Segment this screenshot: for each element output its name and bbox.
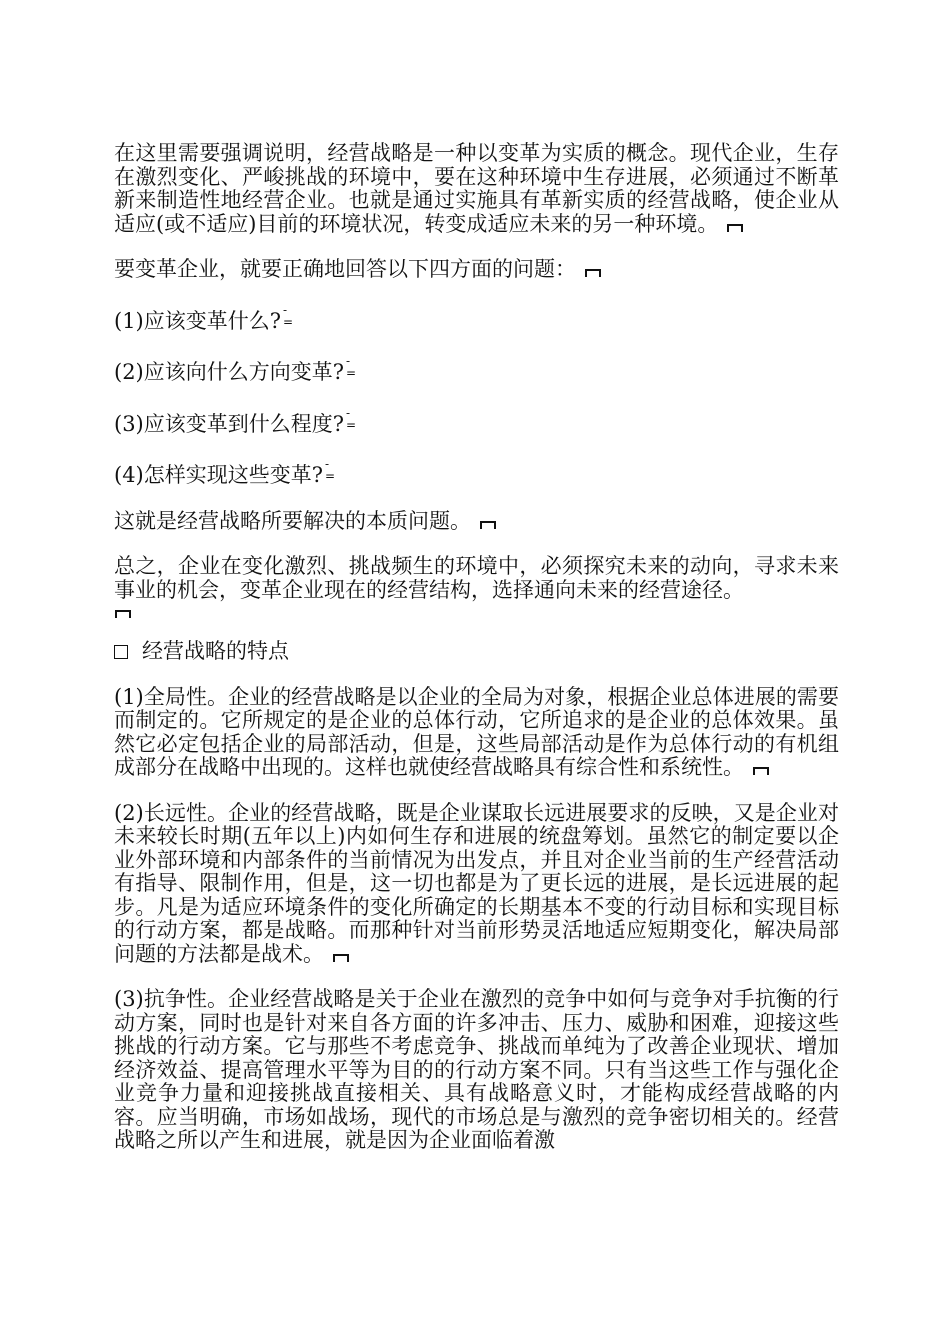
section-heading-text: 经营战略的特点 bbox=[142, 639, 289, 663]
paragraph bbox=[114, 142, 839, 236]
question-text: (1)应该变革什么? bbox=[114, 308, 282, 333]
checkbox-icon bbox=[114, 645, 128, 659]
question-item bbox=[114, 407, 839, 437]
line-mark-icon: -= bbox=[283, 302, 294, 329]
section-heading bbox=[114, 640, 839, 664]
question-text: (2)应该向什么方向变革? bbox=[114, 360, 345, 384]
paragraph-mark-icon bbox=[752, 765, 770, 775]
paragraph bbox=[114, 802, 839, 967]
document-page bbox=[114, 142, 839, 1175]
paragraph bbox=[114, 510, 839, 534]
paragraph-mark-icon bbox=[479, 519, 497, 529]
line-mark-icon: -= bbox=[346, 405, 357, 432]
paragraph-text: 要变革企业，就要正确地回答以下四方面的问题： bbox=[114, 257, 576, 281]
paragraph-mark-icon bbox=[584, 267, 602, 277]
question-item bbox=[114, 304, 839, 334]
paragraph bbox=[114, 555, 839, 618]
paragraph-mark-icon bbox=[114, 608, 132, 618]
paragraph-text: 在这里需要强调说明，经营战略是一种以变革为实质的概念。现代企业，生存在激烈变化、严峻挑战的环境中，要在这种环境中生存进展，必须通过不断革新来制造性地经营企业。也就是通过实施具有革新实质的经营战略，使企业从适应(或不适应)目前的环境状况，转变成适应未来的另一种环境。 bbox=[114, 141, 839, 236]
question-text: (4)怎样实现这些变革? bbox=[114, 463, 324, 487]
paragraph-text: (3)抗争性。企业经营战略是关于企业在激烈的竞争中如何与竞争对手抗衡的行动方案，同时也是针对来自各方面的许多冲击、压力、威胁和困难，迎接这些挑战的行动方案。它与那些不考虑竞争、挑战而单纯为了改善企业现状、增加经济效益、提高管理水平等为目的的行动方案不同。只有当这些工作与强化企业竞争力量和迎接挑战直接相关、具有战略意义时，才能构成经营战略的内容。应当明确，市场如战场，现代的市场总是与激烈的竞争密切相关的。经营战略之所以产生和进展，就是因为企业面临着激 bbox=[114, 987, 839, 1152]
paragraph bbox=[114, 686, 839, 780]
paragraph-text: (1)全局性。企业的经营战略是以企业的全局为对象，根据企业总体进展的需要而制定的。它所规定的是企业的总体行动，它所追求的是企业的总体效果。虽然它必定包括企业的局部活动，但是，这些局部活动是作为总体行动的有机组成部分在战略中出现的。这样也就使经营战略具有综合性和系统性。 bbox=[114, 684, 839, 779]
line-mark-icon: -= bbox=[346, 354, 357, 380]
paragraph-text: 这就是经营战略所要解决的本质问题。 bbox=[114, 508, 471, 533]
paragraph bbox=[114, 258, 839, 282]
paragraph bbox=[114, 988, 839, 1153]
paragraph-mark-icon bbox=[332, 952, 350, 962]
paragraph-mark-icon bbox=[726, 222, 744, 232]
question-text: (3)应该变革到什么程度? bbox=[114, 411, 345, 436]
paragraph-text: (2)长远性。企业的经营战略，既是企业谋取长远进展要求的反映，又是企业对未来较长时期(五年以上)内如何生存和进展的统盘筹划。虽然它的制定要以企业外部环境和内部条件的当前情况为出发点，并且对企业当前的生产经营活动有指导、限制作用，但是，这一切也都是为了更长远的进展，是长远进展的起步。凡是为适应环境条件的变化所确定的长期基本不变的行动目标和实现目标的行动方案，都是战略。而那种针对当前形势灵活地适应短期变化，解决局部问题的方法都是战术。 bbox=[114, 800, 839, 966]
question-item bbox=[114, 355, 839, 385]
paragraph-text: 总之，企业在变化激烈、挑战频生的环境中，必须探究未来的动向，寻求未来事业的机会，变革企业现在的经营结构，选择通向未来的经营途径。 bbox=[114, 554, 839, 602]
line-mark-icon: -= bbox=[325, 457, 336, 483]
question-item bbox=[114, 458, 839, 488]
